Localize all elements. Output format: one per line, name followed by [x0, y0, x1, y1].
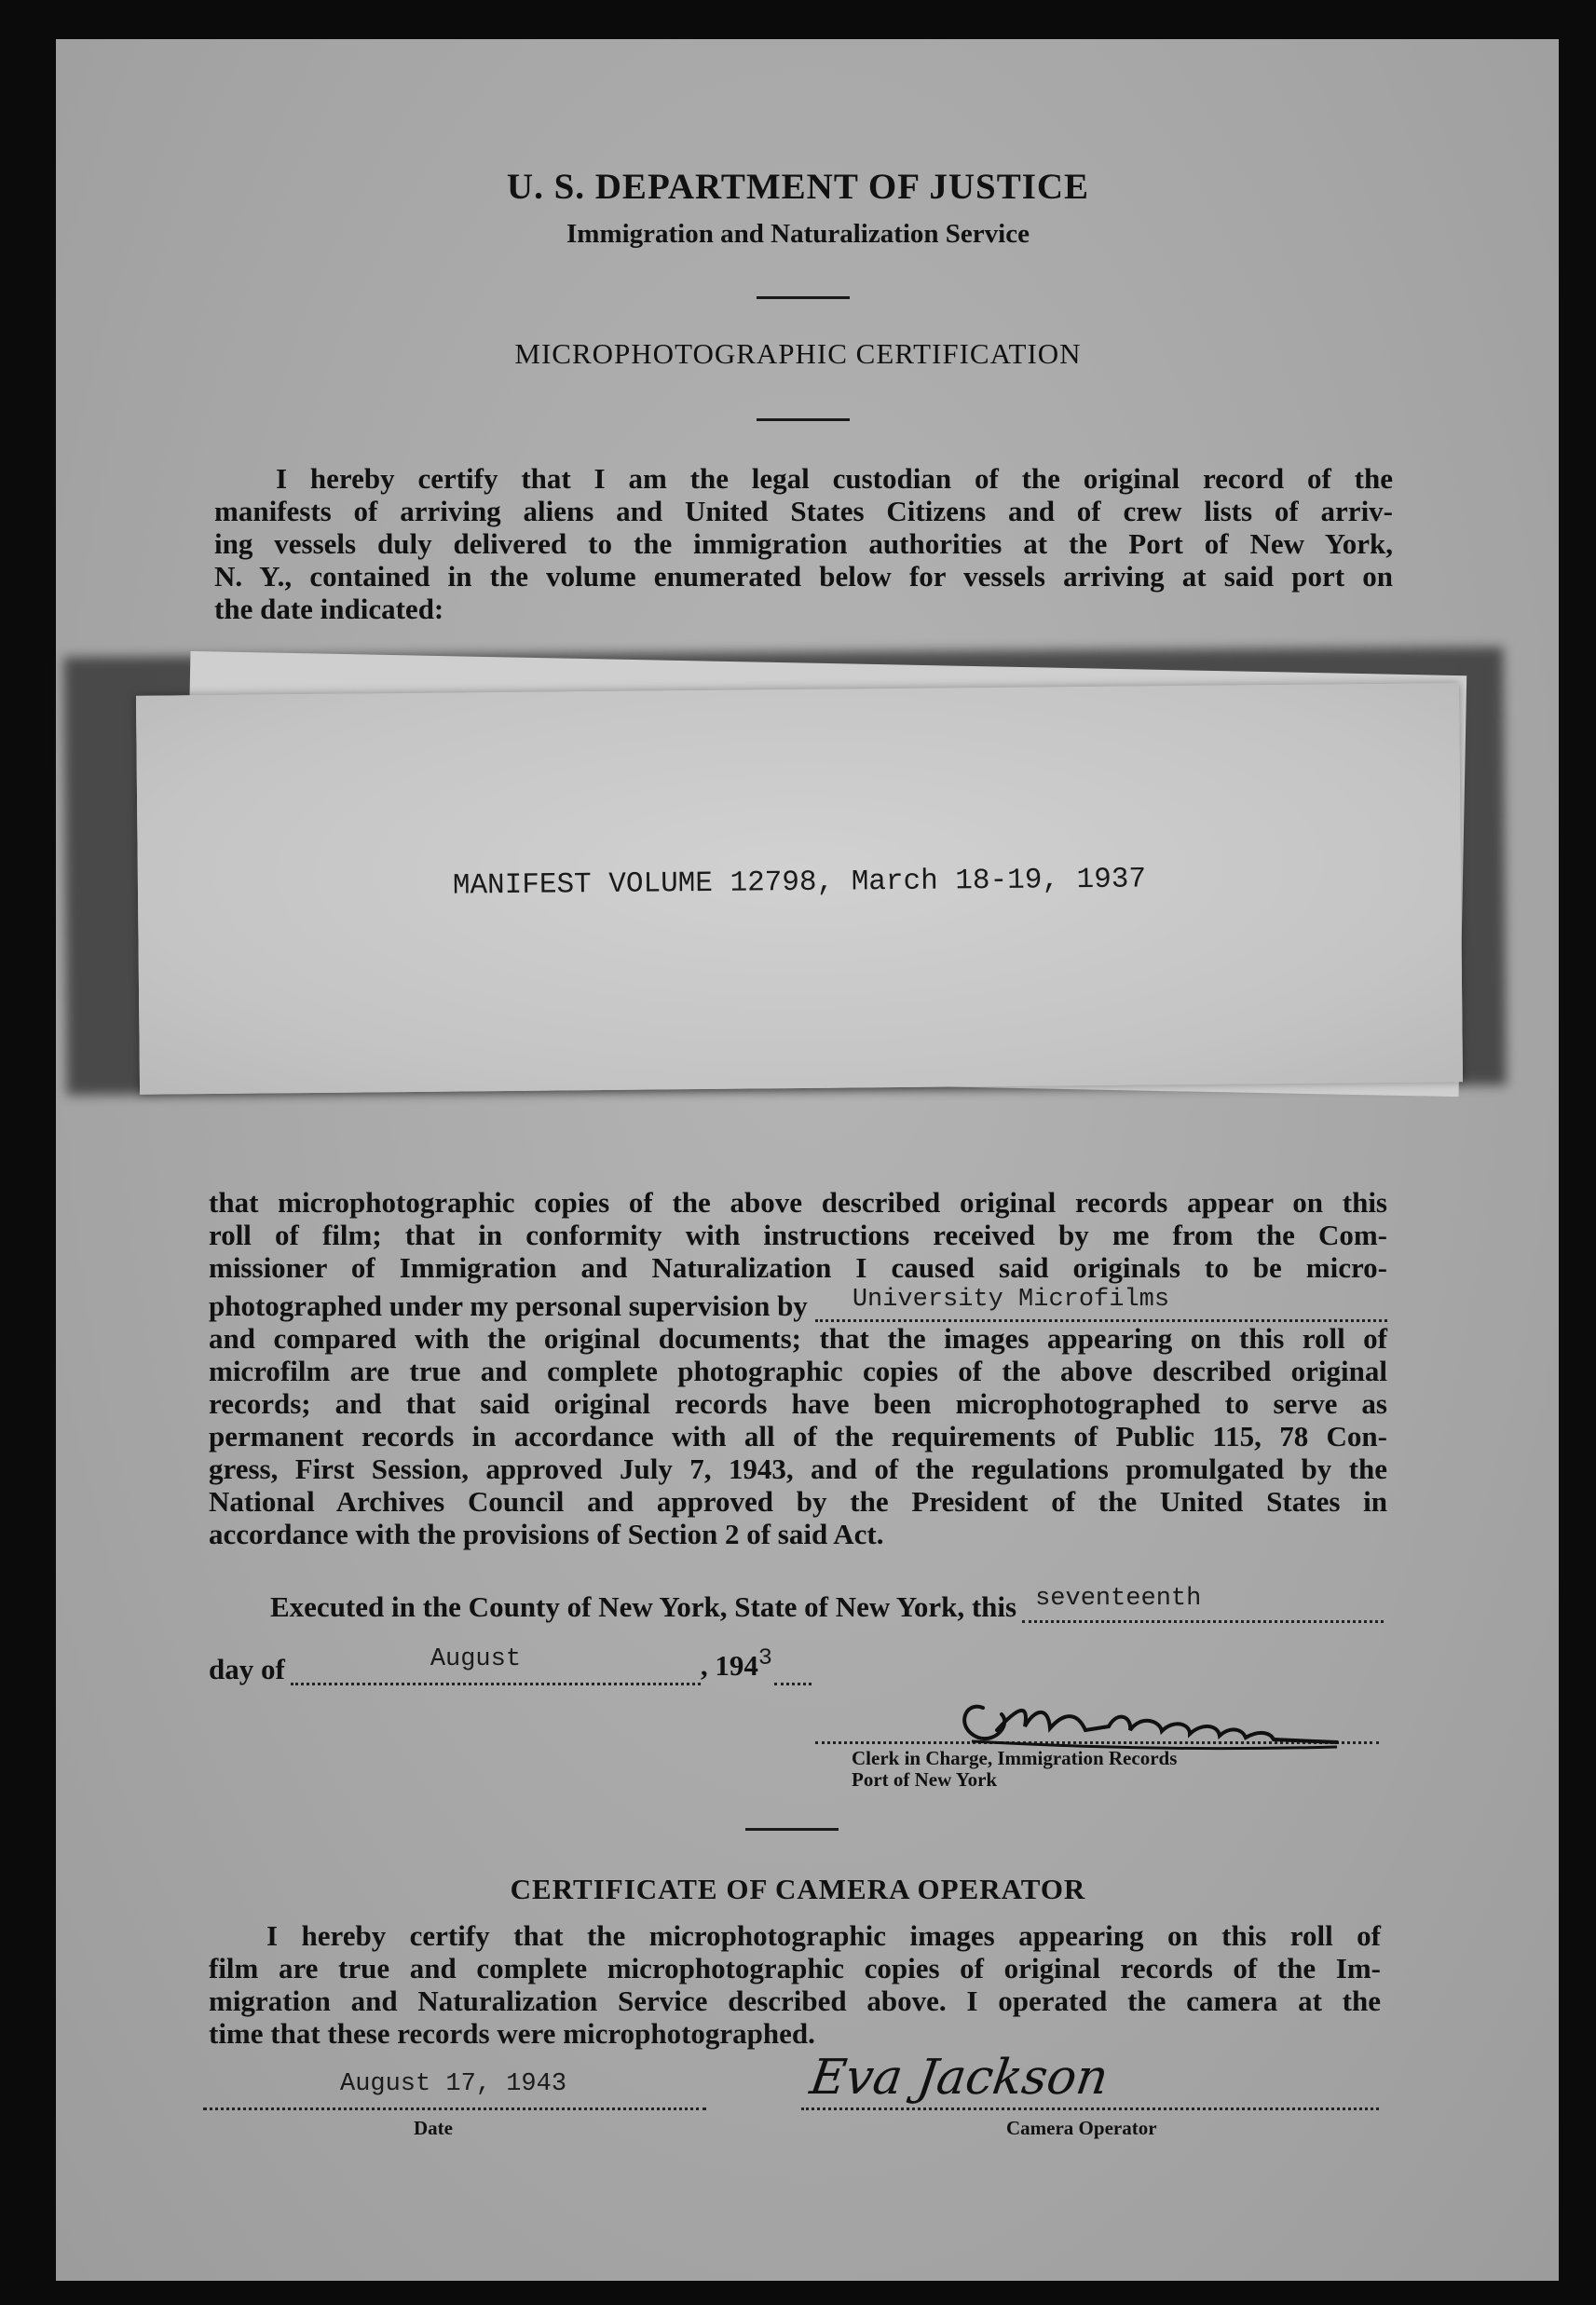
- year: [700, 1644, 772, 1685]
- manifest-label: [136, 683, 1463, 1095]
- supervision-prefix: photographed under my personal supervision by: [209, 1289, 808, 1322]
- day-field: [1022, 1585, 1384, 1623]
- body-line: accordance with the provisions of Section 2 of said Act.: [209, 1518, 884, 1550]
- camera-line: I hereby certify that the microphotographic images appearing on this roll of: [266, 1919, 1381, 1952]
- clerk-title: Clerk in Charge, Immigration Records: [852, 1747, 1178, 1769]
- executed-prefix: Executed in the County of New York, State of New York, this: [270, 1590, 1017, 1623]
- day-of-line: [209, 1644, 833, 1685]
- day-of-label: day of: [209, 1653, 285, 1685]
- month-value: August: [430, 1645, 522, 1673]
- day-value: seventeenth: [1035, 1585, 1202, 1613]
- camera-paragraph: [209, 1919, 1381, 2050]
- intro-line: I hereby certify that I am the legal custodian of the original record of the: [276, 462, 1393, 495]
- supervision-value: University Microfilms: [852, 1286, 1170, 1314]
- form-title: MICROPHOTOGRAPHIC CERTIFICATION: [514, 337, 1082, 370]
- year-dots: [774, 1655, 812, 1685]
- intro-line: ing vessels duly delivered to the immigration authorities at the Port of New York,: [214, 527, 1393, 560]
- service-heading: Immigration and Naturalization Service: [566, 219, 1030, 249]
- divider: [757, 418, 850, 421]
- manifest-volume-text: MANIFEST VOLUME 12798, March 18-19, 1937: [452, 863, 1147, 903]
- divider: [757, 296, 850, 299]
- body-line: missioner of Immigration and Naturalization I caused said originals to be micro-: [209, 1251, 1387, 1284]
- department-heading: U. S. DEPARTMENT OF JUSTICE: [506, 167, 1090, 207]
- body-line: roll of film; that in conformity with instructions received by me from the Com-: [209, 1219, 1387, 1251]
- year-suffix: 3: [757, 1644, 772, 1671]
- date-label: Date: [414, 2117, 453, 2139]
- body-line: gress, First Session, approved July 7, 1943, and of the regulations promulgated by the: [209, 1453, 1387, 1485]
- camera-line: time that these records were microphotographed.: [209, 2017, 815, 2050]
- intro-line: the date indicated:: [214, 593, 444, 625]
- clerk-port: Port of New York: [852, 1768, 998, 1791]
- body-line: permanent records in accordance with all of the requirements of Public 115, 78 Con-: [209, 1420, 1387, 1453]
- executed-line: [270, 1585, 1384, 1623]
- divider: [745, 1828, 839, 1831]
- intro-line: manifests of arriving aliens and United States Citizens and of crew lists of arriv-: [214, 495, 1393, 527]
- clerk-signature: [946, 1672, 1356, 1756]
- camera-heading: CERTIFICATE OF CAMERA OPERATOR: [510, 1873, 1086, 1905]
- body-line: National Archives Council and approved by the President of the United States in: [209, 1485, 1387, 1518]
- month-field: [291, 1645, 701, 1685]
- date-value: August 17, 1943: [340, 2070, 567, 2098]
- body-line: records; and that said original records have been microphotographed to serve as: [209, 1387, 1387, 1420]
- operator-signature: Eva Jackson: [806, 2050, 1112, 2106]
- intro-line: N. Y., contained in the volume enumerated below for vessels arriving at said port on: [214, 560, 1393, 593]
- operator-label: Camera Operator: [1006, 2117, 1157, 2139]
- body-line: and compared with the original documents; that the images appearing on this roll of: [209, 1322, 1387, 1355]
- camera-line: film are true and complete microphotographic copies of original records of the Im-: [209, 1952, 1381, 1984]
- camera-line: migration and Naturalization Service described above. I operated the camera at the: [209, 1984, 1381, 2017]
- supervision-field: [815, 1286, 1387, 1322]
- body-line: microfilm are true and complete photographic copies of the above described original: [209, 1355, 1387, 1387]
- body-line: that microphotographic copies of the above described original records appear on this: [209, 1186, 1387, 1219]
- intro-paragraph: [214, 462, 1393, 625]
- supervision-line: [209, 1286, 1387, 1322]
- body-paragraph: [209, 1186, 1387, 1550]
- year-prefix: , 194: [700, 1649, 758, 1682]
